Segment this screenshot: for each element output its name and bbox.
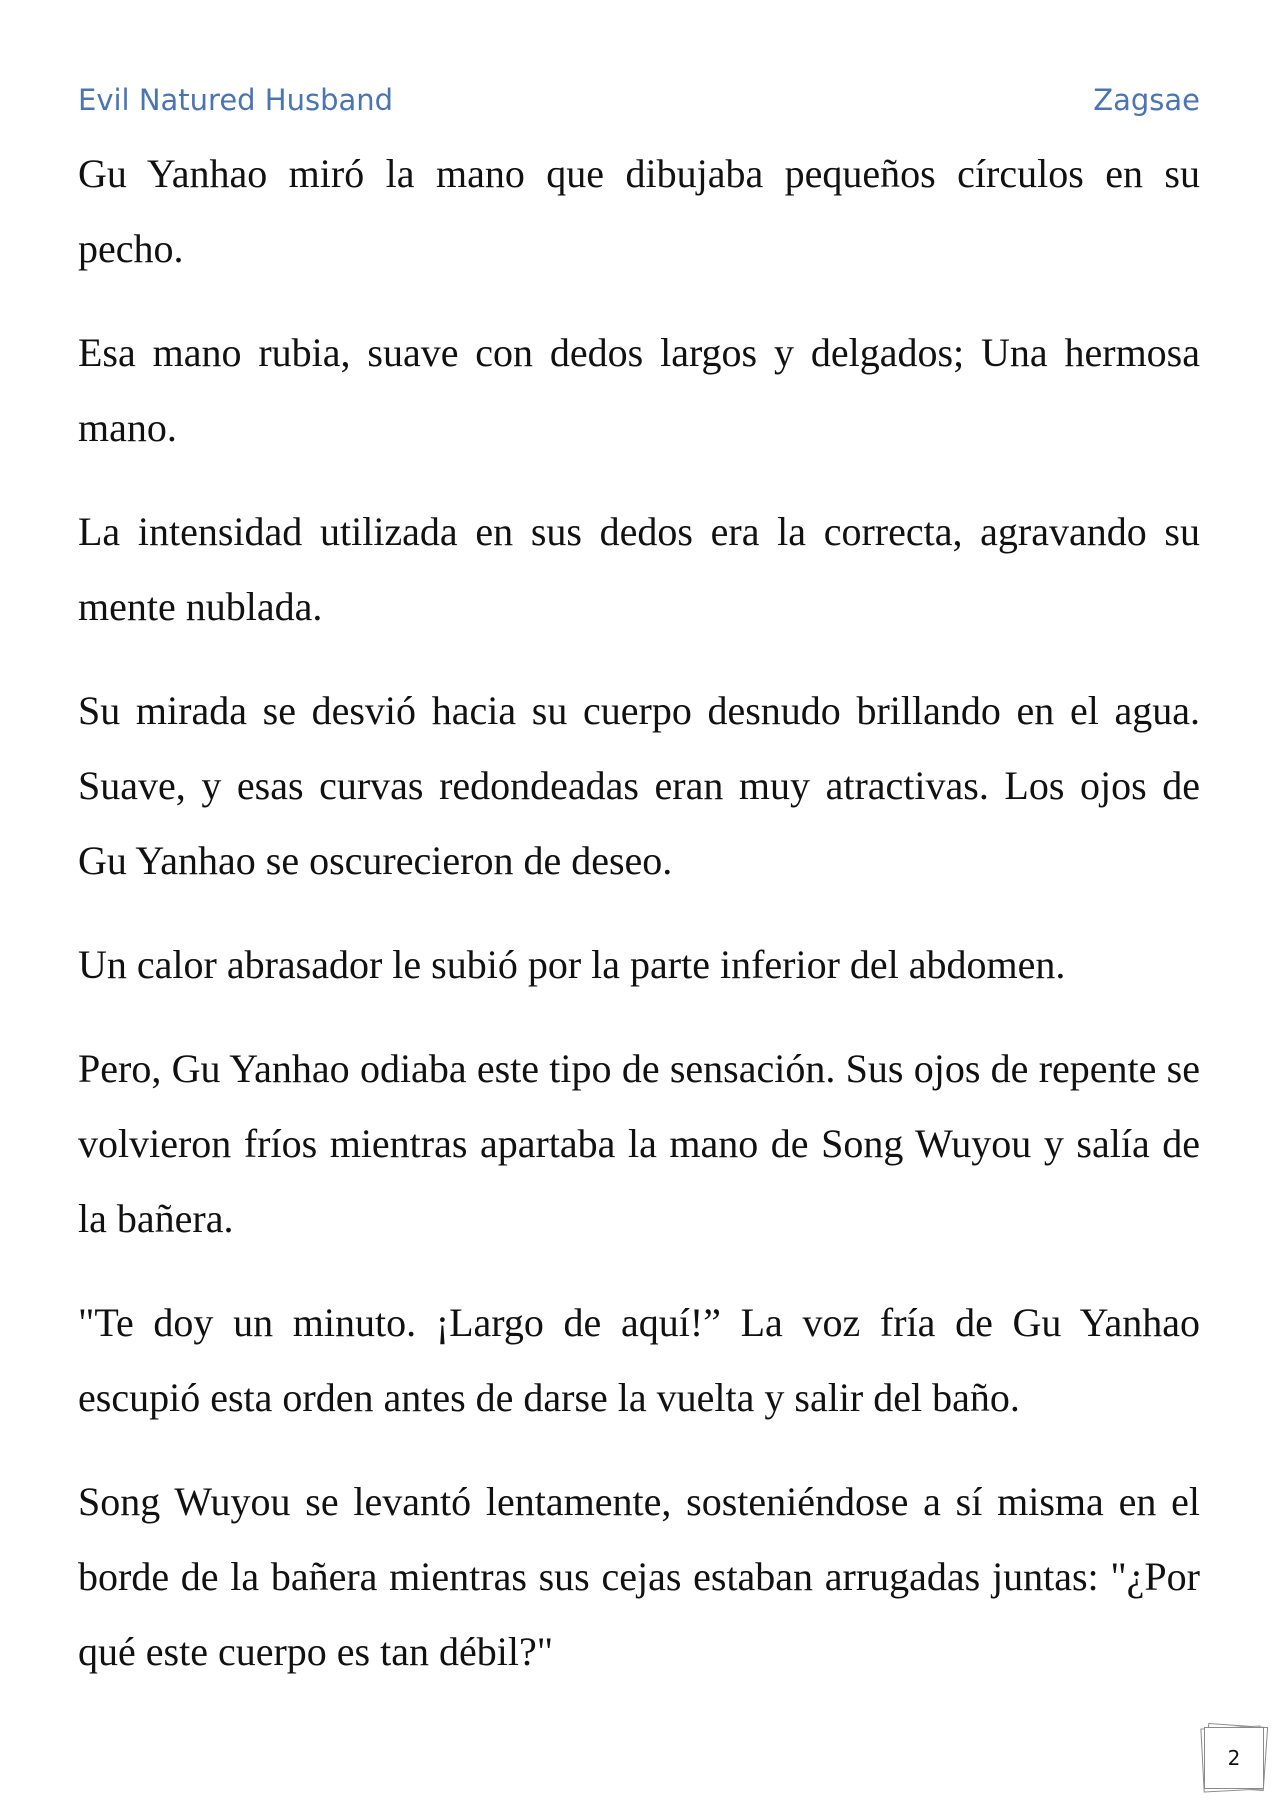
paragraph: La intensidad utilizada en sus dedos era la correcta, agravando su mente nublada. (78, 509, 1200, 629)
translator-name: Zagsae (1093, 83, 1200, 117)
paragraph: Su mirada se desvió hacia su cuerpo desnudo brillando en el agua. Suave, y esas curvas redondeadas eran muy atractivas. Los ojos de Gu Yanhao se oscurecieron de deseo. (78, 688, 1200, 883)
paragraph: Song Wuyou se levantó lentamente, sosteniéndose a sí misma en el borde de la bañera mientras sus cejas estaban arrugadas juntas: "¿Por qué este cuerpo es tan débil?" (78, 1479, 1200, 1674)
paragraph: Esa mano rubia, suave con dedos largos y delgados; Una hermosa mano. (78, 330, 1200, 450)
paragraph: "Te doy un minuto. ¡Largo de aquí!” La voz fría de Gu Yanhao escupió esta orden antes de darse la vuelta y salir del baño. (78, 1300, 1200, 1420)
body-text (78, 136, 1200, 1718)
paragraph: Un calor abrasador le subió por la parte inferior del abdomen. (78, 942, 1066, 987)
page-number (1204, 1727, 1264, 1789)
paragraph: Pero, Gu Yanhao odiaba este tipo de sensación. Sus ojos de repente se volvieron fríos mientras apartaba la mano de Song Wuyou y salía de la bañera. (78, 1046, 1200, 1241)
page-number-box (1200, 1723, 1268, 1793)
book-title: Evil Natured Husband (78, 83, 394, 117)
paragraph: Gu Yanhao miró la mano que dibujaba pequeños círculos en su pecho. (78, 151, 1200, 271)
page-number-label: 2 (1227, 1746, 1241, 1770)
page-header (78, 78, 1200, 122)
